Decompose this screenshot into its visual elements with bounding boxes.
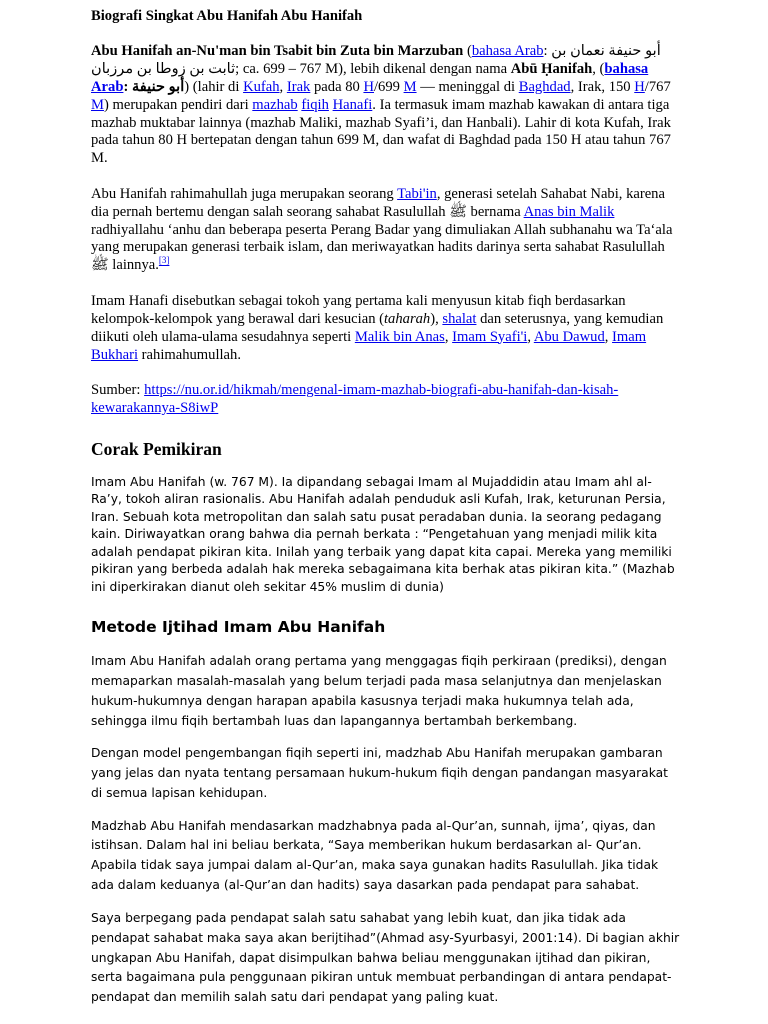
heading-corak-pemikiran: Corak Pemikiran [91,438,222,459]
source-url-link[interactable]: https://nu.or.id/hikmah/mengenal-imam-mazhab-biografi-abu-hanifah-dan-kisah-kewarakannya-S8iwP [91,381,619,416]
link-bahasa-arab-bold[interactable]: bahasa Arab [91,60,649,95]
link-hijri-1[interactable]: H [363,78,374,95]
text: , Irak, 150 [570,78,635,95]
text: ), [430,310,443,327]
link-imam-bukhari[interactable]: Imam Bukhari [91,328,647,363]
text: ) merupakan pendiri dari [103,96,253,113]
tabiin-paragraph [91,186,681,276]
link-irak[interactable]: Irak [286,78,311,95]
text: ) (lahir di [184,78,244,95]
corak-body: Imam Abu Hanifah (w. 767 M). Ia dipandang sebagai Imam al Mujaddidin atau Imam ahl al-Ra’y, tokoh aliran rasionalis. Abu Hanifah adalah penduduk asli Kufah, Irak, keturunan Persia, Iran. Sebuah kota metropolitan dan salah satu pusat peradaban dunia. Ia seorang pedagang kain. Diriwayatkan orang bahwa dia pernah berkata : “Pengetahuan yang menjadi milik kita adalah pendapat pikiran kita. Inilah yang terbaik yang dapat kita capai. Mereka yang memiliki pikiran yang berbeda adalah hak mereka sebagaimana kita berhak atas pikiran kita.” (Mazhab ini diperkirakan dianut oleh sekitar 45% muslim di dunia) [91,474,675,594]
text: , generasi setelah Sahabat Nabi, karena dia pernah bertemu dengan salah seorang sahabat Rasulullah ﷺ bernama [91,185,665,220]
metode-paragraph: Imam Abu Hanifah adalah orang pertama yang menggagas fiqih perkiraan (prediksi), dengan memaparkan masalah-masalah yang belum terjadi pada masa selanjutnya dan menjelaskan hukum-hukumnya dengan harapan apabila kasusnya terjadi maka hukumnya telah ada, sehingga ilmu fiqih bertambah luas dan lapangannya bertambah berkembang. [91,654,667,728]
link-anas-bin-malik[interactable]: Anas bin Malik [523,203,615,220]
text: Abu Hanifah rahimahullah juga merupakan seorang [91,185,398,202]
text: ; ca. 699 – 767 M), lebih dikenal dengan nama [235,60,511,77]
text: , [279,78,287,95]
text: /767 [644,78,671,95]
text: — meninggal di [416,78,519,95]
arabic-short-name: أبو حنيفة [131,78,185,95]
link-masehi-1[interactable]: M [403,78,417,95]
link-malik-bin-anas[interactable]: Malik bin Anas [354,328,445,345]
arabic-full-name: أبو حنيفة نعمان بن ثابت بن زوطا بن مرزبان [91,42,661,77]
text: , [604,328,613,345]
document-page [91,8,681,1021]
text: rahimahumullah. [138,346,241,363]
heading-metode-ijtihad: Metode Ijtihad Imam Abu Hanifah [91,618,386,637]
metode-paragraph: Saya berpegang pada pendapat salah satu sahabat yang lebih kuat, dan jika tidak ada pendapat sahabat maka saya akan berijtihad”(Ahmad asy-Syurbasyi, 2001:14). Di bagian akhir ungkapan Abu Hanifah, dapat disimpulkan bahwa beliau menggunakan ijtihad dan pikiran, serta bagaimana pula penggunaan pikiran untuk membuat perbandingan di antara pendapat-pendapat dan memilih salah satu dari pendapat yang paling kuat. [91,910,680,1005]
document-title: Biografi Singkat Abu Hanifah Abu Hanifah [91,8,363,24]
italic-term: taharah [384,310,431,327]
link-masehi-2[interactable]: M [91,96,104,113]
text: ( [463,42,472,59]
text: . Ia termasuk imam mazhab kawakan di antara tiga mazhab muktabar lainnya (mazhab Maliki, mazhab Syafi’i, dan Hanbali). Lahir di kota Kufah, Irak pada tahun 80 H bertepatan dengan tahun 699 M, dan wafat di Baghdad pada 150 H atau tahun 767 M. [91,96,671,167]
text: : [543,42,552,59]
text: dan seterusnya, yang kemudian diikuti oleh ulama-ulama sesudahnya seperti [91,310,664,345]
footnote-link[interactable]: [3] [158,255,170,266]
text: : [123,78,132,95]
text: , [527,328,534,345]
metode-paragraph: Dengan model pengembangan fiqih seperti ini, madzhab Abu Hanifah merupakan gambaran yang jelas dan nyata tentang persamaan hukum-hukum fiqih dengan pandangan masyarakat di semua lapisan kehidupan. [91,746,668,801]
source-label: Sumber: [91,381,145,398]
text: radhiyallahu ‘anhu dan beberapa peserta Perang Badar yang dimuliakan Allah subhanahu wa Ta‘ala yang merupakan generasi terbaik islam, dan meriwayatkan hadits darinya serta sahabat Rasulullah ﷺ lainnya. [91,221,673,274]
full-name: Abu Hanifah an-Nu'man bin Tsabit bin Zuta bin Marzuban [91,42,464,59]
text: pada 80 [310,78,364,95]
link-bahasa-arab[interactable]: bahasa Arab [471,42,544,59]
link-hanafi[interactable]: Hanafi [332,96,373,113]
link-imam-syafii[interactable]: Imam Syafi'i [452,328,528,345]
link-kufah[interactable]: Kufah [243,78,280,95]
link-hijri-2[interactable]: H [634,78,645,95]
biography-paragraph [91,43,681,168]
known-name: Abū Ḥanifah [510,60,593,77]
fiqh-paragraph [91,293,681,365]
text: , [444,328,453,345]
text: Imam Hanafi disebutkan sebagai tokoh yang pertama kali menyusun kitab fiqh berdasarkan kelompok-kelompok yang berawal dari kesucian ( [91,292,626,327]
link-tabiin[interactable]: Tabi'in [397,185,437,202]
text: /699 [373,78,404,95]
text: , ( [592,60,605,77]
link-fiqih[interactable]: fiqih [301,96,329,113]
link-abu-dawud[interactable]: Abu Dawud [533,328,605,345]
link-shalat[interactable]: shalat [442,310,477,327]
link-baghdad[interactable]: Baghdad [518,78,571,95]
metode-paragraph: Madzhab Abu Hanifah mendasarkan madzhabnya pada al-Qur’an, sunnah, ijma’, qiyas, dan istihsan. Dalam hal ini beliau berkata, “Saya memberikan hukum berdasarkan al- Qur’an. Apabila tidak saya jumpai dalam al-Qur’an, maka saya gunakan hadits Rasulullah. Jika tidak ada dalam keduanya (al-Qur’an dan hadits) saya dasarkan pada pendapat para sahabat. [91,818,659,893]
source-line [91,382,681,418]
link-mazhab[interactable]: mazhab [252,96,298,113]
